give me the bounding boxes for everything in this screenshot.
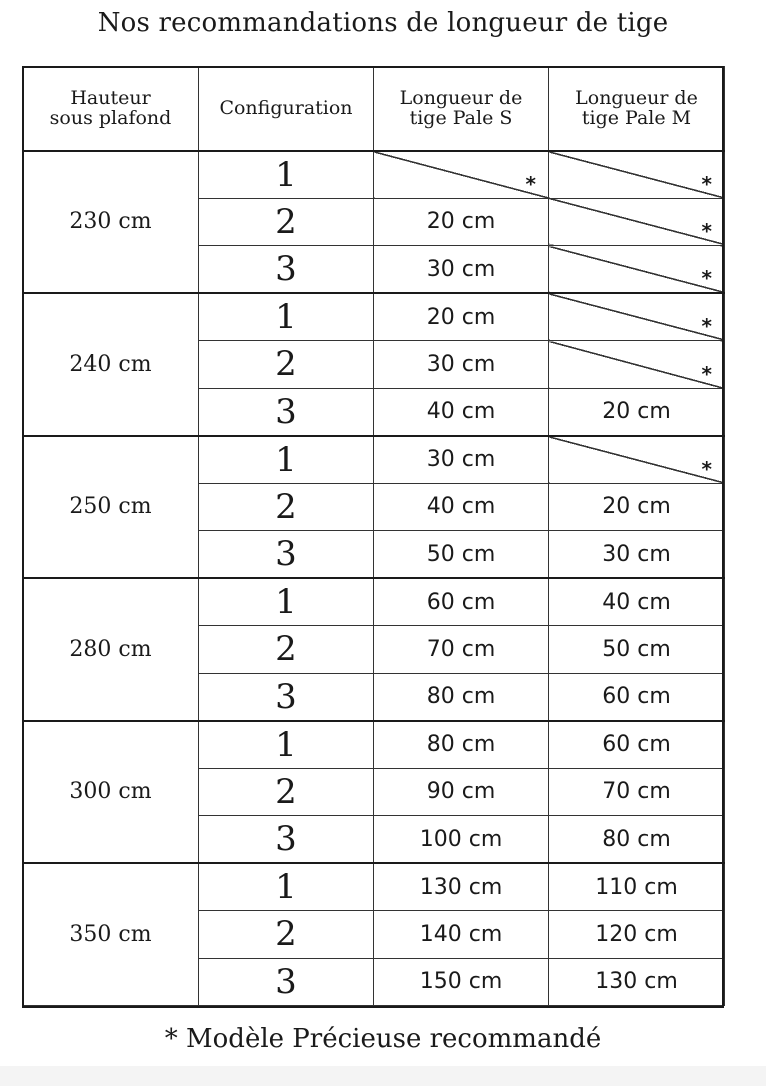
pale-s-length-cell: 30 cm (374, 246, 549, 294)
pale-s-length-cell: 100 cm (374, 816, 549, 864)
pale-m-length-cell: 130 cm (549, 958, 725, 1006)
header-pale-s-line1: Longueur de (399, 87, 523, 110)
pale-s-length-cell: 40 cm (374, 483, 549, 531)
pale-m-length-cell: 50 cm (549, 626, 725, 674)
configuration-cell: 1 (199, 436, 374, 484)
footnote: * Modèle Précieuse recommandé (164, 1024, 602, 1054)
pale-m-length-cell: 30 cm (549, 531, 725, 579)
header-pale-m-line1: Longueur de (575, 87, 698, 110)
header-pale-m-line2: tige Pale M (581, 107, 692, 130)
pale-s-length-cell: 60 cm (374, 578, 549, 626)
pale-s-length-cell: 20 cm (374, 293, 549, 341)
header-pale-s-line2: tige Pale S (409, 107, 513, 130)
pale-s-length-cell: 30 cm (374, 436, 549, 484)
pale-s-length-cell: 40 cm (374, 388, 549, 436)
configuration-cell: 3 (199, 246, 374, 294)
configuration-cell: 3 (199, 958, 374, 1006)
asterisk-marker: * (525, 171, 536, 196)
table-frame (22, 66, 724, 1008)
asterisk-marker: * (701, 219, 712, 243)
configuration-cell: 3 (199, 531, 374, 579)
configuration-cell: 1 (199, 151, 374, 199)
pale-s-length-cell: 50 cm (374, 531, 549, 579)
ceiling-height-cell: 350 cm (23, 863, 199, 1006)
pale-s-length-cell: 80 cm (374, 673, 549, 721)
configuration-cell: 2 (199, 483, 374, 531)
pale-s-length-cell: 90 cm (374, 768, 549, 816)
page-title: Nos recommandations de longueur de tige (97, 8, 669, 38)
configuration-cell: 2 (199, 911, 374, 959)
pale-s-length-cell: 80 cm (374, 721, 549, 769)
asterisk-marker: * (701, 171, 712, 196)
configuration-cell: 3 (199, 816, 374, 864)
configuration-cell: 1 (199, 863, 374, 911)
configuration-cell: 2 (199, 341, 374, 389)
pale-m-length-cell: 110 cm (549, 863, 725, 911)
pale-m-length-cell: 40 cm (549, 578, 725, 626)
configuration-cell: 1 (199, 293, 374, 341)
configuration-cell: 1 (199, 578, 374, 626)
header-ceiling-height-line1: Hauteur (70, 87, 151, 110)
asterisk-marker: * (701, 314, 712, 338)
ceiling-height-cell: 250 cm (23, 436, 199, 579)
asterisk-marker: * (701, 266, 712, 290)
pale-m-length-cell: 120 cm (549, 911, 725, 959)
bottom-strip (0, 1066, 766, 1086)
pale-s-length-cell: 150 cm (374, 958, 549, 1006)
pale-s-length-cell: 30 cm (374, 341, 549, 389)
ceiling-height-cell: 230 cm (23, 151, 199, 294)
pale-s-length-cell: 130 cm (374, 863, 549, 911)
pale-s-length-cell: 140 cm (374, 911, 549, 959)
ceiling-height-cell: 240 cm (23, 293, 199, 436)
configuration-cell: 1 (199, 721, 374, 769)
header-ceiling-height-line2: sous plafond (49, 107, 172, 130)
pale-s-length-cell: 20 cm (374, 198, 549, 246)
ceiling-height-cell: 300 cm (23, 721, 199, 864)
pale-m-length-cell: 80 cm (549, 816, 725, 864)
configuration-cell: 2 (199, 198, 374, 246)
asterisk-marker: * (701, 456, 712, 481)
ceiling-height-cell: 280 cm (23, 578, 199, 721)
pale-m-length-cell: 20 cm (549, 483, 725, 531)
configuration-cell: 3 (199, 673, 374, 721)
header-configuration: Configuration (199, 67, 374, 151)
asterisk-marker: * (701, 361, 712, 386)
configuration-cell: 3 (199, 388, 374, 436)
pale-m-length-cell: 60 cm (549, 673, 725, 721)
configuration-cell: 2 (199, 768, 374, 816)
pale-s-length-cell: 70 cm (374, 626, 549, 674)
configuration-cell: 2 (199, 626, 374, 674)
pale-m-length-cell: 70 cm (549, 768, 725, 816)
pale-m-length-cell: 20 cm (549, 388, 725, 436)
pale-m-length-cell: 60 cm (549, 721, 725, 769)
